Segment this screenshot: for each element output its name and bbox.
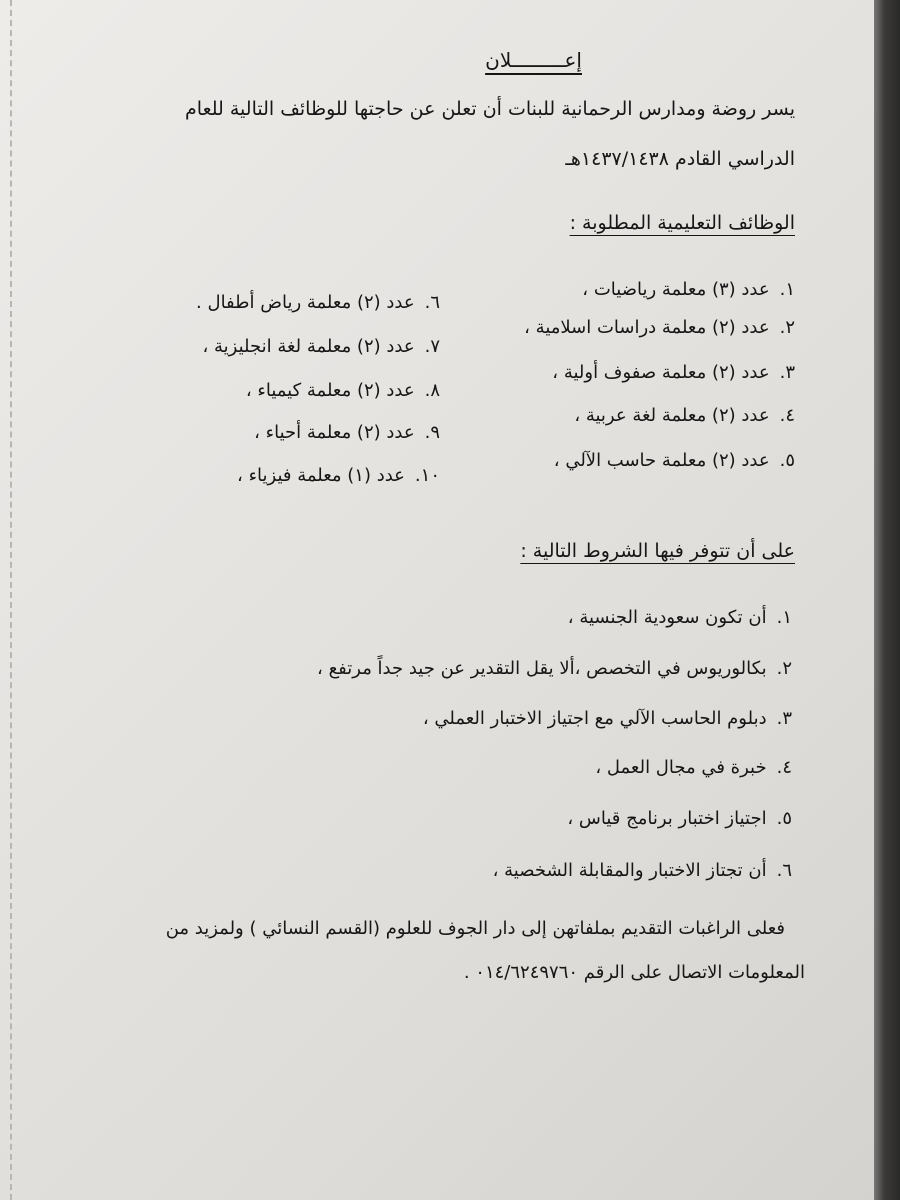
job-number: ٦. (424, 292, 440, 313)
job-number: ٣. (779, 362, 795, 383)
job-text: عدد (٢) معلمة لغة انجليزية ، (202, 336, 415, 357)
condition-text: دبلوم الحاسب الآلي مع اجتياز الاختبار العملي ، (422, 708, 767, 729)
job-number: ٨. (424, 380, 440, 401)
job-number: ٩. (424, 422, 440, 443)
condition-text: أن تجتاز الاختبار والمقابلة الشخصية ، (492, 860, 767, 881)
job-text: عدد (٢) معلمة حاسب الآلي ، (553, 450, 770, 471)
condition-item (317, 658, 792, 679)
job-text: عدد (٣) معلمة رياضيات ، (582, 279, 770, 300)
condition-item (567, 808, 792, 829)
job-text: عدد (٢) معلمة لغة عربية ، (574, 405, 770, 426)
job-text: عدد (٢) معلمة صفوف أولية ، (552, 362, 770, 383)
job-item (246, 380, 440, 401)
job-item (574, 405, 795, 426)
condition-item (595, 757, 792, 778)
condition-number: ٦. (776, 860, 792, 881)
job-item (554, 450, 795, 471)
job-number: ٤. (779, 405, 795, 426)
condition-number: ١. (776, 607, 792, 628)
job-item (202, 336, 440, 357)
job-number: ٢. (779, 317, 795, 338)
condition-number: ٤. (776, 757, 792, 778)
condition-number: ٢. (776, 658, 792, 679)
job-item (582, 279, 795, 300)
condition-text: خبرة في مجال العمل ، (595, 757, 767, 778)
job-text: عدد (١) معلمة فيزياء ، (237, 465, 405, 486)
job-number: ٧. (424, 336, 440, 357)
job-item (552, 362, 795, 383)
condition-number: ٣. (776, 708, 792, 729)
job-text: عدد (٢) معلمة أحياء ، (254, 422, 415, 443)
closing-line-2: المعلومات الاتصال على الرقم ٠١٤/٦٢٤٩٧٦٠ . (463, 962, 805, 983)
intro-line-1: يسر روضة ومدارس الرحمانية للبنات أن تعلن عن حاجتها للوظائف التالية للعام (185, 98, 795, 120)
condition-text: بكالوريوس في التخصص ،ألا يقل التقدير عن جيد جداً مرتفع ، (317, 658, 767, 679)
conditions-heading: على أن تتوفر فيها الشروط التالية : (520, 540, 795, 562)
job-number: ١. (779, 279, 795, 300)
job-item (254, 422, 440, 443)
condition-text: اجتياز اختبار برنامج قياس ، (567, 808, 767, 829)
job-item (237, 465, 440, 486)
job-text: عدد (٢) معلمة كيمياء ، (245, 380, 415, 401)
condition-item (423, 708, 792, 729)
condition-item (493, 860, 792, 881)
job-item (524, 317, 795, 338)
job-text: عدد (٢) معلمة دراسات اسلامية ، (524, 317, 770, 338)
announcement-title: إعـــــــــلان (485, 48, 582, 72)
jobs-heading: الوظائف التعليمية المطلوبة : (569, 212, 795, 234)
job-text: عدد (٢) معلمة رياض أطفال . (196, 292, 415, 313)
condition-number: ٥. (776, 808, 792, 829)
condition-item (568, 607, 792, 628)
condition-text: أن تكون سعودية الجنسية ، (567, 607, 767, 628)
closing-line-1: فعلى الراغبات التقديم بملفاتهن إلى دار الجوف للعلوم (القسم النسائي ) ولمزيد من (165, 918, 785, 939)
intro-line-2: الدراسي القادم ١٤٣٧/١٤٣٨هـ (565, 148, 795, 170)
job-number: ١٠. (414, 465, 440, 486)
job-item (196, 292, 440, 313)
job-number: ٥. (779, 450, 795, 471)
